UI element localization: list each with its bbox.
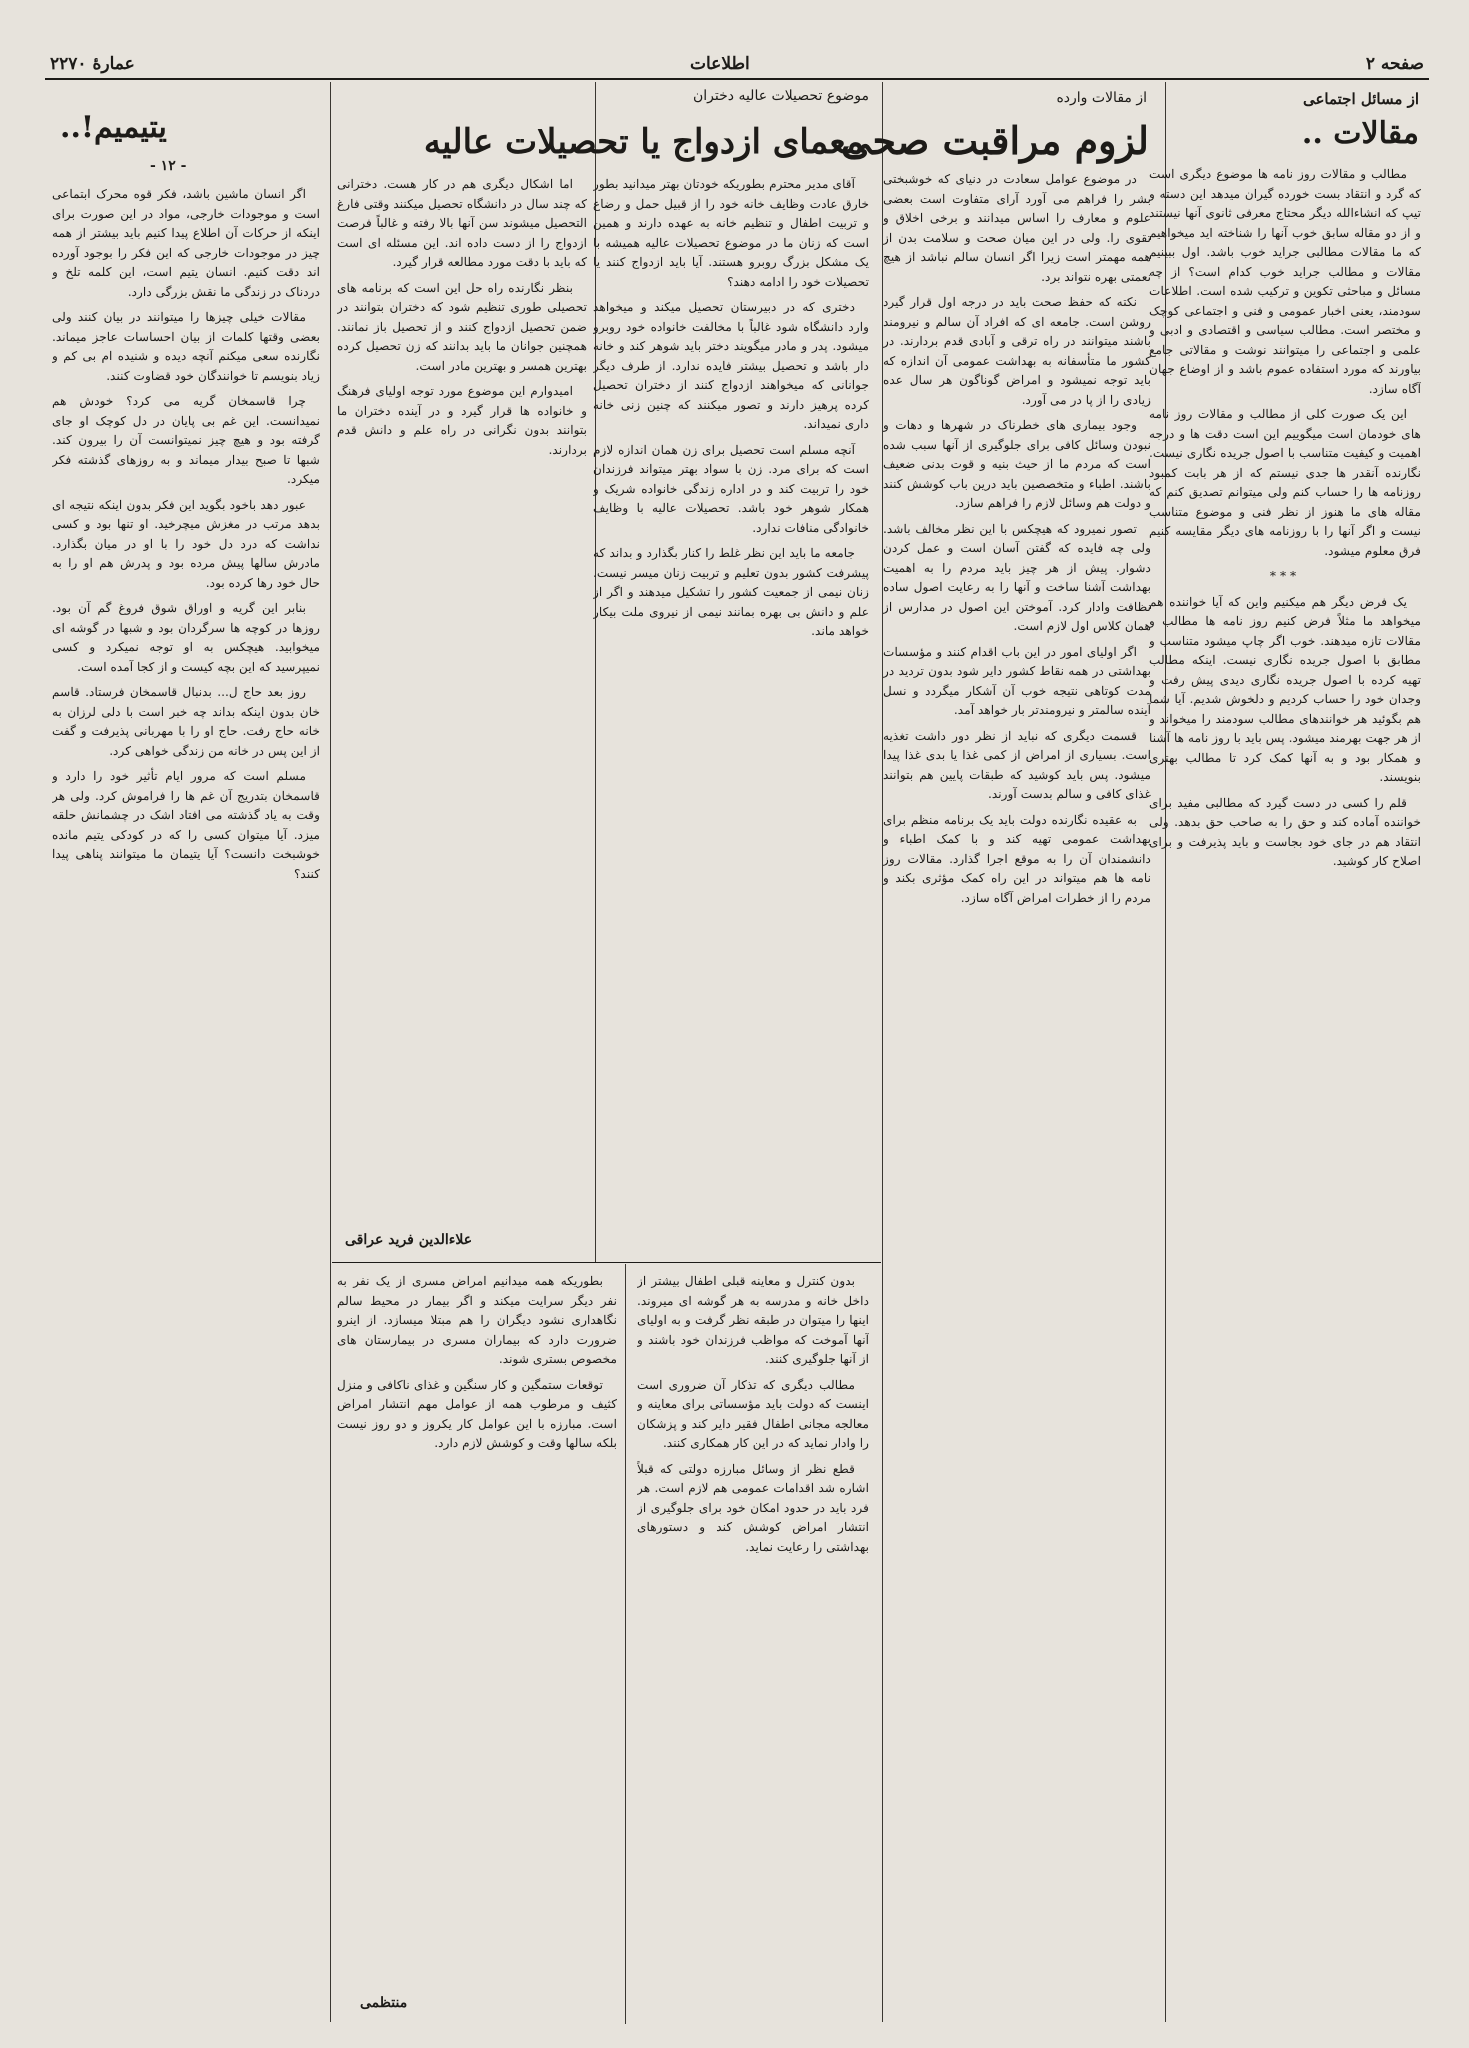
article-column [637, 1272, 869, 2022]
issue-number: عمارهٔ ۲۲۷۰ [50, 54, 135, 74]
article-column [337, 175, 587, 1235]
article-paragraph: قسمت دیگری که نباید از نظر دور داشت تغذیه است. بسیاری از امراض از کمی غذا یا بدی غذا پیدا میشود. پس باید کوشید که طبقات پایین هم بتوانند غذای کافی و سالم بدست آورند. [883, 728, 1151, 801]
article-paragraph: اگر انسان ماشین باشد، فکر قوه محرک ابتماعی است و موجودات خارجی، مواد در این صورت برای اینکه از حرکات آن اطلاع پیدا کنیم باید بیشتر از همه چیز در موجودات خارجی که این فکر را بوجود آورده اند دقت کنیم. انسان یتیم است، این کلمه تلخ و دردناک در زندگی ما نقش بزرگی دارد. [52, 187, 320, 299]
article-signature: علاءالدین فرید عراقی [345, 1232, 473, 1248]
article-paragraph: یک فرض دیگر هم میکنیم واین که آیا خواننده هم میخواهد ما مثلاً فرض کنیم روز نامه ها مطالب و مقالات تازه میدهند. خوب اگر چاپ میشود متناسب و مطابق با اصول جریده نگاری نیست. اینکه مطالب تهیه کرده با اصول جریده نگاری دیدی پیش رفت و وجدان خود را حساب کردیم و دلخوش شدیم. آیا شما هم بگوئید هر خوانندهای مطالب سودمند را میخواند و از هر جهت بهرمند میشود. پس باید با روز نامه ها آشنا و همکار بود و به آنها کمک کرد تا مطالب بهتری بنویسند. [1149, 594, 1421, 784]
header-rule [45, 78, 1429, 80]
article-paragraph: عبور دهد باخود بگوید این فکر بدون اینکه نتیجه ای بدهد مرتب در مغزش میچرخید. او تنها بود و کسی نداشت که درد دل خود را با او در میان بگذارد. مادرش سالها پیش مرده بود و پدرش هم او را به حال خود رها کرده بود. [52, 497, 320, 590]
page-number: صفحه ۲ [1365, 54, 1424, 74]
newspaper-name: اطلاعات [690, 54, 750, 74]
article-paragraph: بطوریکه همه میدانیم امراض مسری از یک نفر به نفر دیگر سرایت میکند و اگر بیمار در محیط سالم نگاهداری نشود دیگران را هم مبتلا میسازد. از اینرو ضرورت دارد که بیماران مسری در بیمارستان های مخصوص بستری شوند. [337, 1274, 617, 1366]
article-paragraph: آقای مدیر محترم بطوریکه خودتان بهتر میدانید بطور خارق عادت وظایف خانه خود را از قبیل حمل و رضاع و تربیت اطفال و تنظیم خانه به عهده دارند و همین است که زنان ما در موضوع تحصیلات عالیه همیشه با یک مشکل بزرگ روبرو هستند. آیا باید ازدواج کنند یا تحصیلات خود را ادامه دهند؟ [593, 177, 869, 289]
page-header [50, 50, 1424, 76]
episode-number: - ۱۲ - [150, 158, 187, 174]
section-separator: *** [1269, 569, 1301, 583]
article-signature: منتظمی [360, 1995, 408, 2011]
article-column [1149, 165, 1421, 2025]
article-paragraph: توقعات ستمگین و کار سنگین و غذای ناکافی و منزل کثیف و مرطوب همه از عوامل مهم انتشار امراض است. مبارزه با این عوامل کار یکروز و دو روز نیست بلکه سالها وقت و کوشش لازم دارد. [337, 1377, 617, 1450]
article-title: مقالات .. [1301, 116, 1419, 151]
article-column [883, 170, 1151, 2025]
article-paragraph: وجود بیماری های خطرناک در شهرها و دهات و نبودن وسائل کافی برای جلوگیری از آنها سبب شده است که مردم ما از حیث بنیه و قوت بدنی ضعیف باشند. اطباء و متخصصین باید درین باب کوشش کنند و دولت هم وسائل لازم را فراهم سازد. [883, 418, 1151, 510]
article-column [593, 175, 869, 1255]
article-paragraph: در موضوع عوامل سعادت در دنیای که خوشبختی بشر را فراهم می آورد آرای متفاوت است بعضی علوم و معارف را اساس میدانند و برخی اخلاق و تقوی را. ولی در این میان صحت و سلامت بدن از همه مهمتر است زیرا اگر انسان سالم نباشد از هیچ نعمتی بهره نتواند برد. [883, 172, 1151, 284]
article-paragraph: آنچه مسلم است تحصیل برای زن همان اندازه لازم است که برای مرد. زن با سواد بهتر میتواند فرزندان خود را تربیت کند و در اداره زندگی خانواده شریک و همکار شوهر خود باشد. تحصیلات عالیه با وظایف خانوادگی منافات ندارد. [593, 442, 869, 535]
article-paragraph: به عقیده نگارنده دولت باید یک برنامه منظم برای بهداشت عمومی تهیه کند و با کمک اطباء و دانشمندان آن را به موقع اجرا گذارد. مقالات روز نامه ها هم میتواند در این راه کمک مؤثری بکند و مردم را از خطرات امراض آگاه سازد. [883, 812, 1151, 905]
article-paragraph: مقالات خیلی چیزها را میتوانند در بیان کنند ولی بعضی وقتها کلمات از بیان احساسات عاجز میماند. نگارنده سعی میکنم آنچه دیده و شنیده ام بی کم و زیاد بنویسم تا خوانندگان خود قضاوت کنند. [52, 310, 320, 383]
article-paragraph: نکته که حفظ صحت باید در درجه اول قرار گیرد روشن است. جامعه ای که افراد آن سالم و نیرومند باشند میتوانند در راه ترقی و آبادی قدم بردارند. در کشور ما متأسفانه به بهداشت عمومی آن اندازه که باید توجه نمیشود و امراض گوناگون هر سال عده زیادی را از پا در می آورد. [883, 295, 1151, 407]
article-paragraph: مطالب دیگری که تذکار آن ضروری است اینست که دولت باید مؤسساتی برای معاینه و معالجه مجانی اطفال فقیر دایر کند و پزشکان را وادار نماید که در این کار همکاری کنند. [637, 1377, 869, 1450]
article-paragraph: چرا قاسمخان گریه می کرد؟ خودش هم نمیدانست. این غم بی پایان در دل کوچک او جای گرفته بود و هیچ چیز نمیتوانست آن را بیرون کند. شبها تا صبح بیدار میماند و به روزهای گذشته فکر میکرد. [52, 394, 320, 486]
column-divider [330, 82, 331, 2022]
section-kicker: از مقالات وارده [1056, 90, 1147, 106]
article-paragraph: دختری که در دبیرستان تحصیل میکند و میخواهد وارد دانشگاه شود غالباً با مخالفت خانواده خود روبرو میشود. پدر و مادر میگویند دختر باید شوهر کند و خانه دار باشد و تحصیل بیشتر فایده ندارد. از طرف دیگر جوانانی که میخواهند ازدواج کنند از دختران تحصیل کرده پرهیز دارند و تصور میکنند که چنین زنی خانه داری نمیداند. [593, 300, 869, 431]
article-paragraph: این یک صورت کلی از مطالب و مقالات روز نامه های خودمان است میگوییم این است دقت ها و درجه اهمیت و کیفیت متناسب با اصول جریده نگاری نیست. نگارنده آنقدر ها جدی نیستم که از هر بابت کمبود روزنامه ها را حساب کنم ولی میتوانم تصدیق کنم که مقاله های ما هنوز از نظر فنی و موضوع متناسب نیست و اگر آنها را با روزنامه های دیگر مقایسه کنیم فرق معلوم میشود. [1149, 407, 1421, 558]
section-kicker: موضوع تحصیلات عالیه دختران [692, 88, 869, 104]
article-paragraph: مطالب و مقالات روز نامه ها موضوع دیگری است که گرد و انتقاد بست خورده گیران میدهد این دسته و تیپ که انشاءالله دیگر محتاج معرفی ثانوی آنها نیستند و از دو مقاله سابق خوب آنها را شناخته اید میخواهیم که ما مقالات مطالبی جراید خوب باشد. اول ببینیم مقالات و مطالب جراید خوب کدام است؟ از چه مسائل و مباحثی تکوین و ترکیب شده است. اطلاعات سودمند، یعنی اخبار عمومی و فنی و اجتماعی کوچک و مختصر است. مطالب سیاسی و اقتصادی و ادبی و علمی و اجتماعی را میتوانند نوشت و مقالاتی جامع بیاورند که مورد استفاده عموم باشد و از اوضاع جهان آگاه سازد. [1149, 167, 1421, 396]
article-paragraph: اگر اولیای امور در این باب اقدام کنند و مؤسسات بهداشتی در همه نقاط کشور دایر شود بدون تردید در مدت کوتاهی نتیجه خوب آن آشکار میگردد و نسل آینده سالمتر و نیرومندتر بار خواهد آمد. [883, 644, 1151, 717]
article-paragraph: جامعه ما باید این نظر غلط را کنار بگذارد و بداند که پیشرفت کشور بدون تعلیم و تربیت زنان میسر نیست. زنان نیمی از جمعیت کشور را تشکیل میدهند و اگر از علم و دانش بی بهره بمانند نیمی از نیروی ملت بیکار خواهد ماند. [593, 546, 869, 638]
column-divider [625, 1264, 626, 2024]
article-paragraph: بنابر این گریه و اوراق شوق فروغ گم آن بود. روزها در کوچه ها سرگردان بود و شبها در گوشه ای میخوابید. هیچکس به او توجه نمیکرد و کسی نمیپرسید که این بچه کیست و از کجا آمده است. [52, 601, 320, 674]
article-paragraph: تصور نمیرود که هیچکس با این نظر مخالف باشد. ولی چه فایده که گفتن آسان است و عمل کردن دشوار. پیش از هر چیز باید مردم را به اهمیت بهداشت آشنا ساخت و آنها را به رعایت اصول ساده نظافت وادار کرد. آموختن این اصول در مدارس از همان کلاس اول لازم است. [883, 521, 1151, 633]
article-paragraph: بدون کنترل و معاینه قبلی اطفال بیشتر از داخل خانه و مدرسه به هر گوشه ای میروند. اینها را میتوان در طبقه نظر گرفت و به اولیای آنها آموخت که مواظب فرزندان خود باشند و از آنها جلوگیری کنند. [637, 1274, 869, 1366]
article-paragraph: قطع نظر از وسائل مبارزه دولتی که قبلاً اشاره شد اقدامات عمومی هم لازم است. هر فرد باید در حدود امکان خود برای جلوگیری از انتشار امراض کوشش کند و دستورهای بهداشتی را رعایت نماید. [637, 1461, 869, 1554]
article-column [52, 185, 320, 2025]
article-paragraph: اما اشکال دیگری هم در کار هست. دخترانی که چند سال در دانشگاه تحصیل میکنند وقتی فارغ التحصیل میشوند سن آنها بالا رفته و غالباً فرصت ازدواج را از دست داده اند. این مسئله ای است که باید با دقت مورد مطالعه قرار گیرد. [337, 177, 587, 269]
article-title: معمای ازدواج یا تحصیلات عالیه [423, 122, 864, 162]
article-column [337, 1272, 617, 1992]
article-paragraph: امیدوارم این موضوع مورد توجه اولیای فرهنگ و خانواده ها قرار گیرد و در آینده دختران ما بتوانند بدون نگرانی در راه علم و دانش قدم بردارند. [337, 384, 587, 457]
article-paragraph: بنظر نگارنده راه حل این است که برنامه های تحصیلی طوری تنظیم شود که دختران بتوانند در ضمن تحصیل ازدواج کنند و از تحصیل باز نمانند. همچنین جوانان ما باید بدانند که زن تحصیل کرده بهترین همسر و بهترین مادر است. [337, 280, 587, 373]
article-title: لزوم مراقبت صحی [840, 118, 1149, 163]
article-paragraph: مسلم است که مرور ایام تأثیر خود را دارد و قاسمخان بتدریج آن غم ها را فراموش کرد. ولی هر وقت به یاد گذشته می افتاد اشک در چشمانش حلقه میزد. آیا میتوان کسی را که در کودکی یتیم مانده خوشبخت دانست؟ آیا یتیمان ما میتوانند پناهی پیدا کنند؟ [52, 769, 320, 881]
article-paragraph: قلم را کسی در دست گیرد که مطالبی مفید برای خواننده آماده کند و حق را به صاحب حق بدهد. ولی انتقاد هم در جای خود بجاست و باید پذیرفت و برای اصلاح کار کوشید. [1149, 795, 1421, 868]
section-kicker: از مسائل اجتماعی [1302, 90, 1419, 108]
section-rule [332, 1262, 881, 1263]
article-title: یتیمیم!.. [60, 110, 167, 145]
article-paragraph: روز بعد حاج ل... بدنبال قاسمخان فرستاد. قاسم خان بدون اینکه بداند چه خبر است با دلی لرزان به خانه حاج رفت. حاج او را با مهربانی پذیرفت و گفت از این پس در خانه من زندگی خواهی کرد. [52, 685, 320, 758]
